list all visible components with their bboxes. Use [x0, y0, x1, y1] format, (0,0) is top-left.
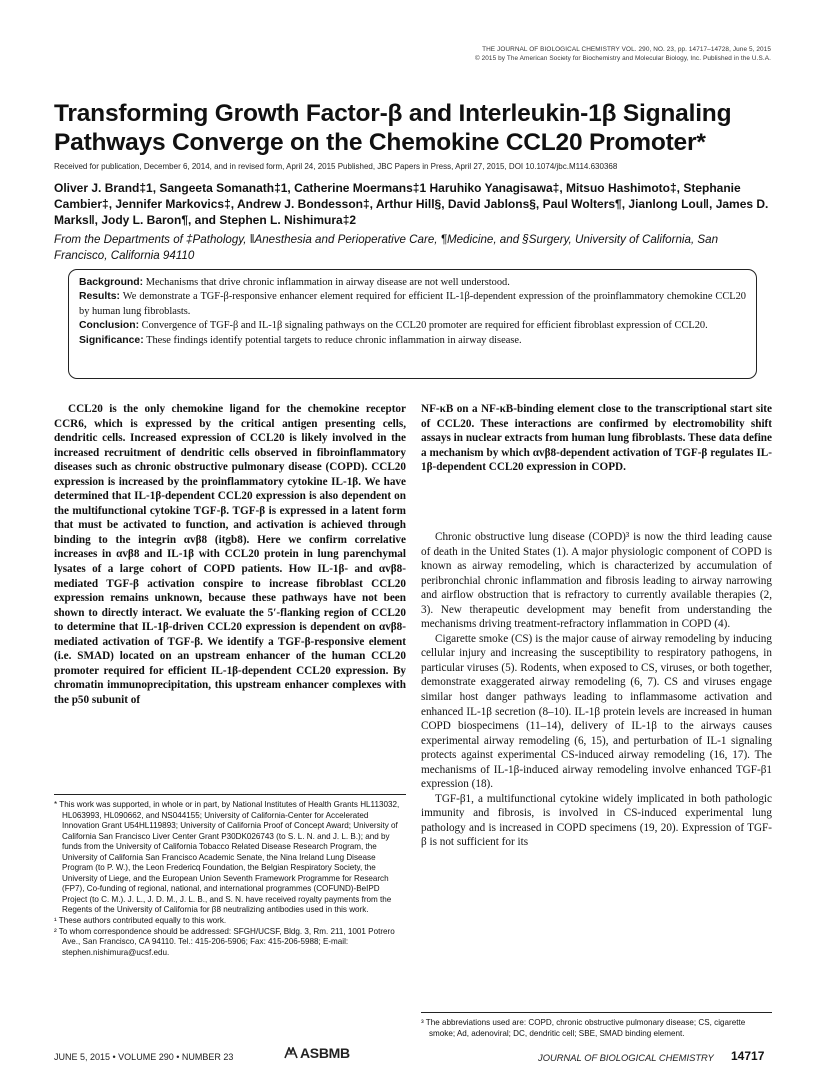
summary-background — [79, 276, 746, 290]
body-paragraph-3: TGF-β1, a multifunctional cytokine widely implicated in both pathologic immunity and fibrosis, is involved in CS-induced experimental lung pathology and is increased in COPD specimens (19, 20). Expression of TGF-β is not sufficient for its — [421, 792, 772, 849]
summary-conclusion-label: Conclusion: — [79, 320, 140, 332]
summary-background-label: Background: — [79, 277, 144, 288]
summary-significance — [79, 334, 746, 348]
summary-results-label: Results: — [79, 291, 120, 303]
publisher-logo — [284, 1045, 350, 1061]
body-paragraph-1: Chronic obstructive lung disease (COPD)³ is now the third leading cause of death in the United States (1). A major physiologic component of COPD is known as airway remodeling, which is characterized by accumulation of peribronchial chronic inflammation and fibrosis leading to airway narrowing and airflow obstruction that is refractory to currently available therapies (2, 3). New therapeutic development may benefit from understanding the mechanisms driving treatment-refractory inflammation in COPD (4). — [421, 531, 772, 631]
journal-citation-line: THE JOURNAL OF BIOLOGICAL CHEMISTRY VOL. 290, NO. 23, pp. 14717–14728, June 5, 2015 — [482, 46, 771, 53]
footnote-equal-contribution: ¹ These authors contributed equally to this work. — [54, 916, 227, 926]
article-title: Transforming Growth Factor-β and Interleukin-1β Signaling Pathways Converge on the Chemokine CCL20 Promoter* — [54, 100, 732, 156]
footnote-funding: * This work was supported, in whole or in part, by National Institutes of Health Grants HL113032, HL063993, HL090662, and NS044155; University of California-Center for Accelerated Innovation Grant U54HL119893; University of California Proof of Concept Award; University of California San Francisco Liver Center Grant P30DK026743 (to S. L. N. and J. L. B.); and by funds from the University of California Tobacco Related Disease Research Program, the University of California San Francisco Academic Senate, the Nina Ireland Lung Disease Program (to P. W.), the Leon Fredericq Foundation, the Belgian Respiratory Society, the University of Liege, and the European Union Seventh Framework Programme for Research (FP7), Co-funding of regional, national, and international programmes (COFUND)-BeIPD Project (to C. M.). J. L., J. D. M., J. L. B., and S. N. have received royalty payments from the Regents of the University of California for β8 neutralizing antibodies used in this work. — [54, 800, 400, 915]
publisher-logo-text: ASBMB — [300, 1045, 350, 1061]
copyright-line: © 2015 by The American Society for Biochemistry and Molecular Biology, Inc. Published in the U.S.A. — [474, 55, 771, 62]
affiliations: From the Departments of ‡Pathology, ‖Anesthesia and Perioperative Care, ¶Medicine, and §Surgery, University of California, San Francisco, California 94110 — [54, 233, 719, 262]
summary-conclusion-text: Convergence of TGF-β and IL-1β signaling pathways on the CCL20 promoter are required for efficient fibroblast expression of CCL20. — [141, 320, 708, 332]
summary-significance-text: These findings identify potential targets to reduce chronic inflammation in airway disease. — [146, 334, 522, 346]
received-dates: Received for publication, December 6, 2014, and in revised form, April 24, 2015 Published, JBC Papers in Press, April 27, 2015, DOI 10.1074/jbc.M114.630368 — [54, 162, 618, 171]
summary-background-text: Mechanisms that drive chronic inflammation in airway disease are not well understood. — [145, 277, 510, 288]
summary-results — [79, 290, 746, 319]
footnote-rule-right — [421, 1012, 772, 1013]
summary-significance-label: Significance: — [79, 334, 144, 346]
footnote-abbreviations: ³ The abbreviations used are: COPD, chronic obstructive pulmonary disease; CS, cigarette smoke; Ad, adenoviral; DC, dendritic cell; SBE, SMAD binding element. — [421, 1018, 746, 1038]
abstract-text-right: NF-κB on a NF-κB-binding element close to the transcriptional start site of CCL20. These interactions are confirmed by electromobility shift assays in nuclear extracts from human lung fibroblasts. These data define a mechanism by which αvβ8-dependent activation of TGF-β regulates IL-1β-dependent CCL20 expression in COPD. — [421, 403, 772, 474]
abstract-left-column — [54, 402, 406, 707]
footnotes-left — [54, 800, 406, 958]
author-list: Oliver J. Brand‡1, Sangeeta Somanath‡1, Catherine Moermans‡1 Haruhiko Yanagisawa‡, Mitsuo Hashimoto‡, Stephanie Cambier‡, Jennifer Markovics‡, Andrew J. Bondesson‡, Arthur Hill§, David Jablons§, Paul Wolters¶, Jianlong Lou‖, James D. Marks‖, Jody L. Baron¶, and Stephen L. Nishimura‡2 — [54, 181, 769, 227]
footer-issue: JUNE 5, 2015 • VOLUME 290 • NUMBER 23 — [54, 1052, 234, 1062]
abstract-text-left: CCL20 is the only chemokine ligand for the chemokine receptor CCR6, which is expressed by the critical antigen presenting cells, dendritic cells. Increased expression of CCL20 is likely involved in the increased recruitment of dendritic cells observed in fibroinflammatory diseases such as chronic obstructive pulmonary disease (COPD). CCL20 expression is increased by the proinflammatory cytokine IL-1β. We have determined that IL-1β-dependent CCL20 expression is also dependent on the multifunctional cytokine TGF-β. TGF-β is expressed in a latent form that must be activated to function, and activation is achieved through binding to the integrin αvβ8 (itgb8). Here we confirm correlative increases in αvβ8 and IL-1β with CCL20 protein in lung parenchymal lysates of a large cohort of COPD patients. How IL-1β- and αvβ8-mediated TGF-β activation conspire to increase fibroblast CCL20 expression remains unknown, because these pathways have not been shown to directly interact. We evaluate the 5′-flanking region of CCL20 to determine that IL-1β-driven CCL20 expression is dependent on αvβ8-mediated activation of TGF-β. We identify a TGF-β-responsive element (i.e. SMAD) located on an upstream enhancer of the human CCL20 promoter required for efficient IL-1β-dependent CCL20 expression. By chromatin immunoprecipitation, this upstream enhancer complexes with the p50 subunit of — [54, 403, 406, 706]
asbmb-helix-icon — [284, 1047, 298, 1059]
body-paragraph-2: Cigarette smoke (CS) is the major cause of airway remodeling by inducing cellular injury and increasing the susceptibility to respiratory pathogens, in particular viruses (5). Rodents, when exposed to CS, viruses, or both together, demonstrate exaggerated airway remodeling (6, 7). CS and viruses engage similar host danger pathways leading to inflammasome activation and enhanced IL-1β secretion (8–10). IL-1β protein levels are increased in human COPD biospecimens (11–14), delivery of IL-1β to the airways causes experimental airway remodeling (6, 15), and perturbation of IL-1 signaling protects against experimental CS-induced airway remodeling (16, 17). The mechanisms of IL-1β-induced airway remodeling involve enhanced TGF-β1 expression (18). — [421, 632, 772, 791]
abstract-right-column — [421, 402, 772, 475]
footnote-rule-left — [54, 794, 406, 795]
journal-header — [251, 45, 771, 63]
body-text-column — [421, 530, 772, 850]
footnote-correspondence: ² To whom correspondence should be addressed: SFGH/UCSF, Bldg. 3, Rm. 211, 1001 Potrero Ave., San Francisco, CA 94110. Tel.: 415-206-5906; Fax: 415-206-5988; E-mail: stephen.nishimura@ucsf.edu. — [54, 926, 395, 957]
summary-results-text: We demonstrate a TGF-β-responsive enhancer element required for efficient IL-1β-dependent expression of the proinflammatory chemokine CCL20 by human lung fibroblasts. — [79, 291, 746, 317]
footer-journal-name: JOURNAL OF BIOLOGICAL CHEMISTRY — [538, 1052, 714, 1063]
page-number: 14717 — [731, 1049, 765, 1063]
summary-box — [68, 269, 757, 379]
summary-conclusion — [79, 319, 746, 333]
footnotes-right — [421, 1018, 772, 1039]
